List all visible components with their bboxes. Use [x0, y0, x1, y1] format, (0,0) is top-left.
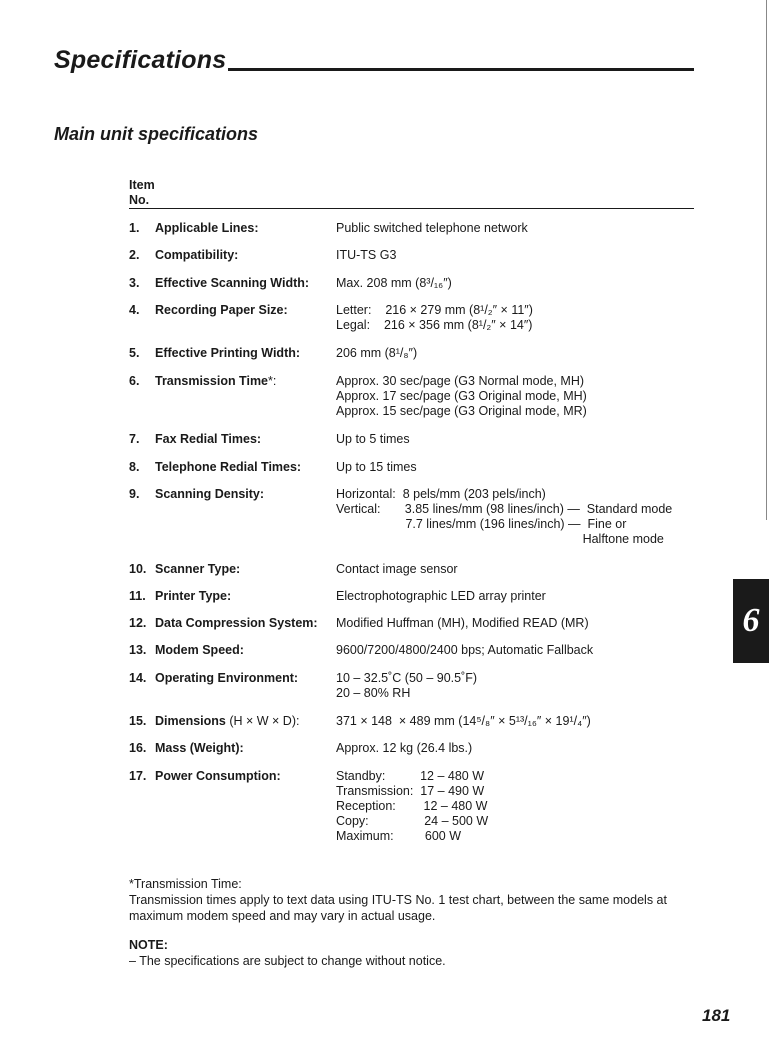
spec-number: 13. [129, 643, 147, 657]
spec-value-line: Vertical: 3.85 lines/mm (98 lines/inch) — Standard mode [336, 502, 673, 516]
spec-label [155, 487, 264, 502]
spec-value [336, 714, 591, 729]
spec-label [155, 221, 259, 236]
spec-label [155, 460, 301, 475]
spec-value [336, 643, 593, 658]
spec-label-text: Telephone Redial Times: [155, 460, 302, 474]
spec-value-line: Contact image sensor [336, 562, 458, 576]
spec-value-line: ITU-TS G3 [336, 248, 397, 262]
spec-value-line: 206 mm (8¹/₈″) [336, 346, 418, 360]
spec-label [155, 303, 288, 318]
spec-value [336, 276, 452, 291]
spec-number: 10. [129, 562, 147, 576]
spec-label [155, 374, 276, 389]
spec-label [155, 589, 231, 604]
spec-label-text: Mass (Weight): [155, 741, 244, 755]
spec-value [336, 460, 417, 475]
spec-value-line: 371 × 148 × 489 mm (14⁵/₈″ × 5¹³/₁₆″ × 19¹/₄″) [336, 714, 591, 728]
spec-value-line: 10 – 32.5˚C (50 – 90.5˚F) [336, 671, 478, 685]
spec-number: 8. [129, 460, 140, 474]
spec-label [155, 671, 298, 686]
spec-value-line: Approx. 15 sec/page (G3 Original mode, MR) [336, 404, 587, 418]
spec-value-line: Approx. 12 kg (26.4 lbs.) [336, 741, 473, 755]
spec-number: 5. [129, 346, 140, 360]
spec-label-text: Data Compression System: [155, 616, 318, 630]
spec-label [155, 432, 261, 447]
spec-number: 14. [129, 671, 147, 685]
spec-label-suffix: *: [268, 374, 277, 388]
spec-number: 6. [129, 374, 140, 388]
spec-number: 17. [129, 769, 147, 783]
footnote [129, 876, 699, 924]
spec-label [155, 276, 309, 291]
spec-value-line: Letter: 216 × 279 mm (8¹/₂″ × 11″) [336, 303, 533, 317]
spec-label-text: Fax Redial Times: [155, 432, 262, 446]
spec-label [155, 562, 240, 577]
spec-label [155, 643, 244, 658]
spec-label-text: Compatibility: [155, 248, 239, 262]
spec-label [155, 616, 318, 631]
spec-value-line: 20 – 80% RH [336, 686, 411, 700]
spec-value-line: 9600/7200/4800/2400 bps; Automatic Fallback [336, 643, 594, 657]
section-title: Main unit specifications [54, 124, 259, 144]
spec-number: 12. [129, 616, 147, 630]
spec-label-text: Applicable Lines: [155, 221, 259, 235]
spec-number: 2. [129, 248, 140, 262]
spec-value [336, 221, 528, 236]
spec-value-line: Legal: 216 × 356 mm (8¹/₂″ × 14″) [336, 318, 533, 332]
spec-value-line: Electrophotographic LED array printer [336, 589, 546, 603]
spec-label [155, 346, 300, 361]
column-header-line-2: No. [129, 193, 150, 207]
footnote-title: *Transmission Time: [129, 877, 242, 891]
spec-number: 11. [129, 589, 146, 603]
spec-number: 16. [129, 741, 147, 755]
spec-label-text: Transmission Time [155, 374, 269, 388]
spec-label-text: Power Consumption: [155, 769, 281, 783]
spec-label-text: Operating Environment: [155, 671, 299, 685]
chapter-tab-number: 6 [742, 602, 760, 639]
spec-number: 3. [129, 276, 140, 290]
spec-value [336, 671, 477, 701]
spec-label-text: Recording Paper Size: [155, 303, 288, 317]
spec-value-line: Approx. 17 sec/page (G3 Original mode, MH) [336, 389, 587, 403]
spec-value [336, 589, 546, 604]
spec-value-line: Public switched telephone network [336, 221, 528, 235]
page-title: Specifications [54, 46, 227, 74]
spec-value-line: Up to 15 times [336, 460, 417, 474]
spec-label-text: Effective Printing Width: [155, 346, 301, 360]
spec-number: 15. [129, 714, 147, 728]
spec-value-line: Up to 5 times [336, 432, 410, 446]
spec-number: 1. [129, 221, 140, 235]
page-number: 181 [702, 1006, 731, 1025]
note-text: – The specifications are subject to change without notice. [129, 954, 446, 968]
spec-label-text: Dimensions [155, 714, 226, 728]
spec-label [155, 714, 299, 729]
spec-value-line: Horizontal: 8 pels/mm (203 pels/inch) [336, 487, 546, 501]
spec-value-line: Copy: 24 – 500 W [336, 814, 489, 828]
chapter-tab [733, 579, 769, 663]
spec-label-text: Scanning Density: [155, 487, 265, 501]
spec-number: 9. [129, 487, 140, 501]
spec-label-text: Printer Type: [155, 589, 232, 603]
spec-value [336, 248, 396, 263]
column-header-line-1: Item [129, 178, 155, 192]
spec-label-suffix: (H × W × D): [225, 714, 300, 728]
spec-value-line: Transmission: 17 – 490 W [336, 784, 485, 798]
spec-number: 4. [129, 303, 140, 317]
spec-value [336, 346, 417, 361]
spec-value [336, 616, 589, 631]
spec-value [336, 741, 472, 756]
spec-label-text: Modem Speed: [155, 643, 244, 657]
spec-value-line: Approx. 30 sec/page (G3 Normal mode, MH) [336, 374, 585, 388]
spec-value-line: Halftone mode [336, 532, 664, 546]
spec-value [336, 432, 410, 447]
spec-value [336, 487, 672, 547]
note-heading: NOTE: [129, 938, 168, 952]
spec-label-text: Effective Scanning Width: [155, 276, 310, 290]
spec-value [336, 562, 458, 577]
footnote-text: Transmission times apply to text data using ITU-TS No. 1 test chart, between the same models at maximum modem speed and may vary in actual usage. [129, 893, 667, 923]
spec-label-text: Scanner Type: [155, 562, 241, 576]
spec-value-line: Reception: 12 – 480 W [336, 799, 488, 813]
spec-label [155, 248, 238, 263]
spec-value [336, 769, 488, 844]
spec-number: 7. [129, 432, 140, 446]
spec-value-line: Max. 208 mm (8³/₁₆″) [336, 276, 452, 290]
spec-label [155, 741, 244, 756]
spec-label [155, 769, 281, 784]
spec-value-line: 7.7 lines/mm (196 lines/inch) — Fine or [336, 517, 627, 531]
spec-value-line: Modified Huffman (MH), Modified READ (MR) [336, 616, 589, 630]
spec-value [336, 374, 587, 419]
spec-value [336, 303, 533, 333]
spec-value-line: Maximum: 600 W [336, 829, 462, 843]
spec-value-line: Standby: 12 – 480 W [336, 769, 484, 783]
